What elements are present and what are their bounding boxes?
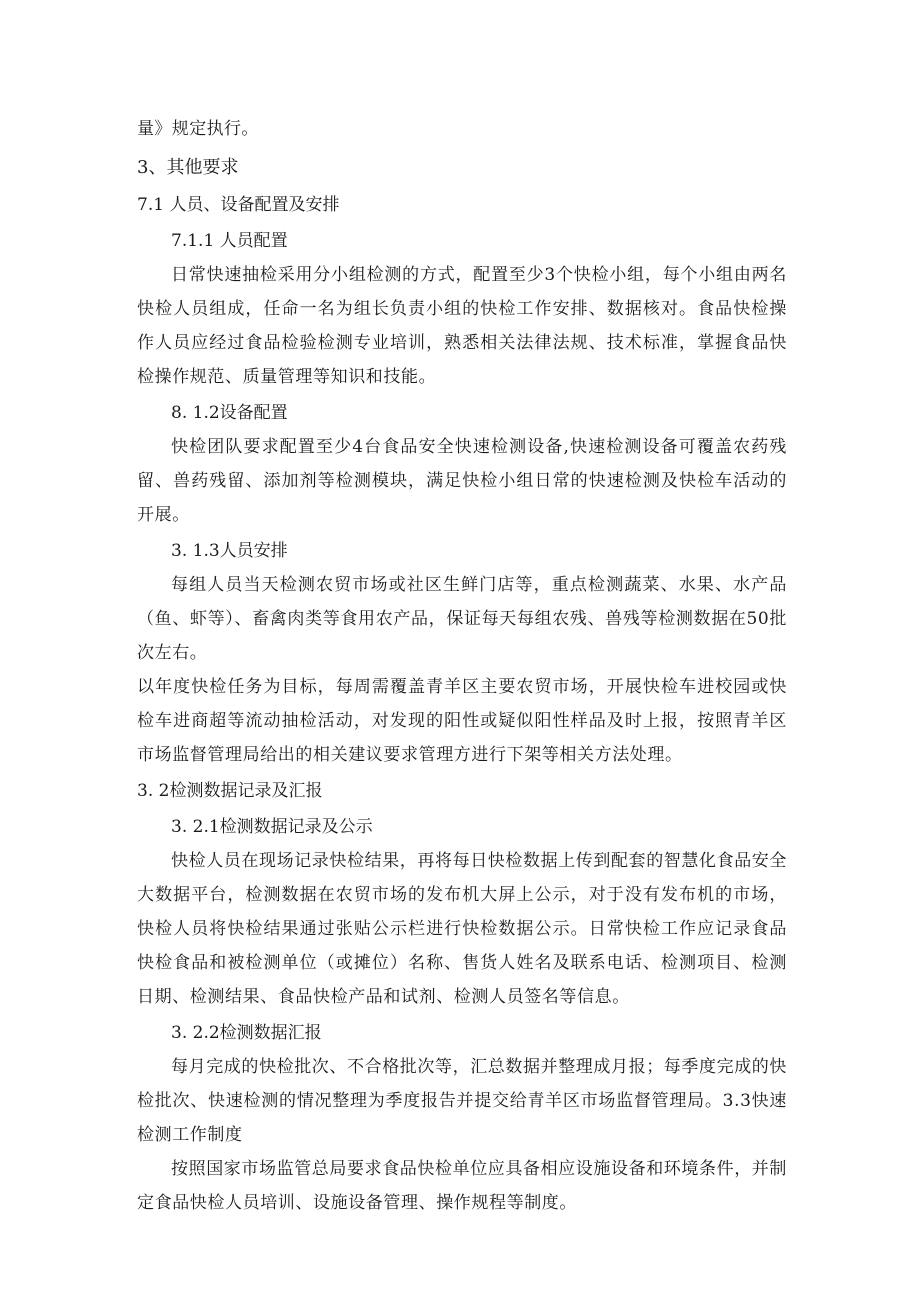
section-heading-3-2: 3. 2检测数据记录及汇报 bbox=[137, 781, 323, 801]
paragraph-data-report: 每月完成的快检批次、不合格批次等，汇总数据并整理成月报；每季度完成的快检批次、快速检测的情况整理为季度报告并提交给青羊区市场监督管理局。3.3快速检测工作制度 bbox=[137, 1057, 787, 1145]
paragraph-continuation: 量》规定执行。 bbox=[137, 119, 259, 139]
section-heading-7-1-1: 7.1.1 人员配置 bbox=[171, 231, 288, 251]
paragraph-staff-arrangement: 每组人员当天检测农贸市场或社区生鲜门店等，重点检测蔬菜、水果、水产品（鱼、虾等）、畜禽肉类等食用农产品，保证每天每组农残、兽残等检测数据在50批次左右。 bbox=[137, 575, 787, 663]
document-body bbox=[137, 112, 787, 1220]
paragraph-staff-config: 日常快速抽检采用分小组检测的方式，配置至少3个快检小组，每个小组由两名快检人员组成，任命一名为组长负责小组的快检工作安排、数据核对。食品快检操作人员应经过食品检验检测专业培训，熟悉相关法律法规、技术标准，掌握食品快检操作规范、质量管理等知识和技能。 bbox=[137, 265, 787, 387]
paragraph-work-system: 按照国家市场监管总局要求食品快检单位应具备相应设施设备和环境条件，并制定食品快检人员培训、设施设备管理、操作规程等制度。 bbox=[137, 1159, 787, 1213]
section-heading-7-1: 7.1 人员、设备配置及安排 bbox=[137, 195, 340, 215]
paragraph-annual-task: 以年度快检任务为目标，每周需覆盖青羊区主要农贸市场，开展快检车进校园或快检车进商超等流动抽检活动，对发现的阳性或疑似阳性样品及时上报，按照青羊区市场监督管理局给出的相关建议要求管理方进行下架等相关方法处理。 bbox=[137, 677, 787, 765]
paragraph-data-record: 快检人员在现场记录快检结果，再将每日快检数据上传到配套的智慧化食品安全大数据平台，检测数据在农贸市场的发布机大屏上公示，对于没有发布机的市场，快检人员将快检结果通过张贴公示栏进行快检数据公示。日常快检工作应记录食品快检食品和被检测单位（或摊位）名称、售货人姓名及联系电话、检测项目、检测日期、检测结果、食品快检产品和试剂、检测人员签名等信息。 bbox=[137, 851, 787, 1007]
section-heading-3-2-2: 3. 2.2检测数据汇报 bbox=[171, 1023, 322, 1043]
section-heading-3-2-1: 3. 2.1检测数据记录及公示 bbox=[171, 817, 373, 837]
section-heading-staff-arrangement: 3. 1.3人员安排 bbox=[171, 541, 288, 561]
section-heading-other-requirements: 3、其他要求 bbox=[137, 157, 239, 178]
section-heading-equipment-config: 8. 1.2设备配置 bbox=[171, 403, 288, 423]
paragraph-equipment-config: 快检团队要求配置至少4台食品安全快速检测设备,快速检测设备可覆盖农药残留、兽药残留、添加剂等检测模块，满足快检小组日常的快速检测及快检车活动的开展。 bbox=[137, 437, 787, 525]
